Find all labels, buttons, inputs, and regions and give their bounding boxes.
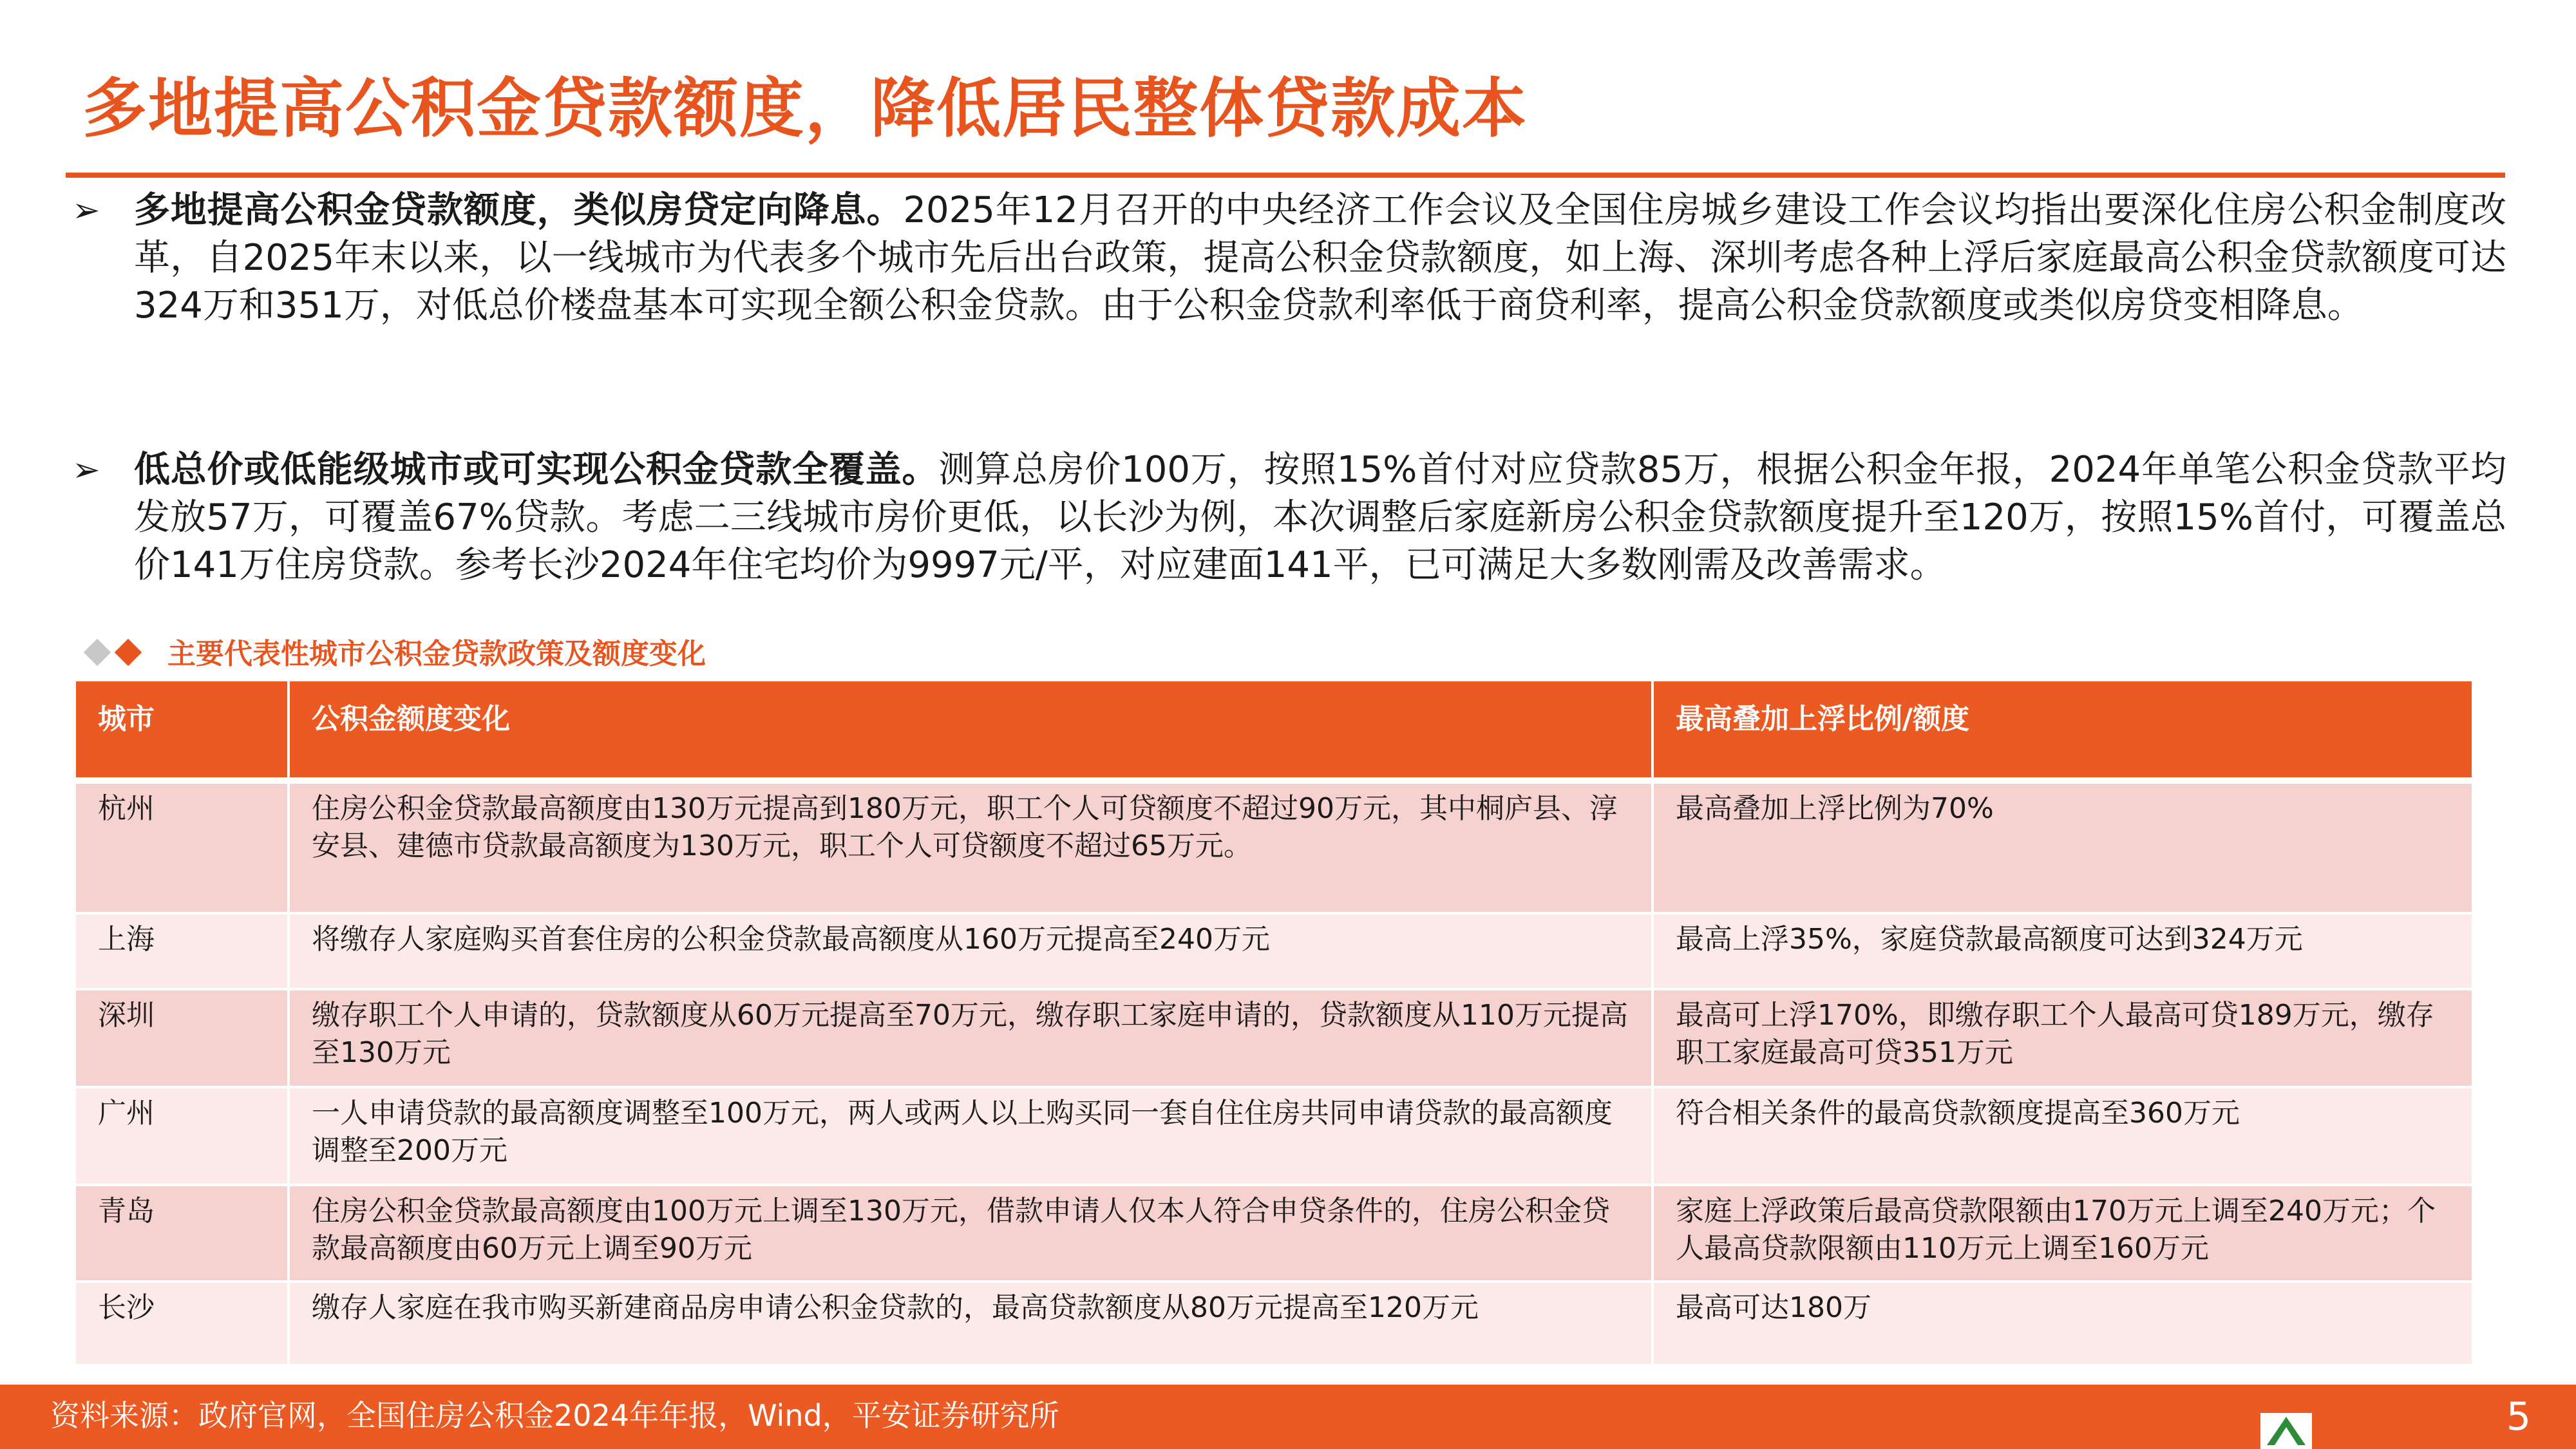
table-row — [75, 1282, 2473, 1365]
bullet-arrow-icon: ➢ — [72, 191, 100, 230]
bullet-2-text — [134, 446, 2506, 589]
cell-change: 一人申请贷款的最高额度调整至100万元，两人或两人以上购买同一套自住住房共同申请贷款的最高额度调整至200万元 — [289, 1087, 1653, 1185]
bullet-2-bold: 低总价或低能级城市或可实现公积金贷款全覆盖。 — [134, 449, 939, 491]
table-row — [75, 1087, 2473, 1185]
cell-max: 家庭上浮政策后最高贷款限额由170万元上调至240万元；个人最高贷款限额由110万元上调至160万元 — [1653, 1185, 2473, 1282]
cell-city: 深圳 — [75, 989, 289, 1087]
cell-city: 上海 — [75, 913, 289, 989]
cell-city: 广州 — [75, 1087, 289, 1185]
bullet-arrow-icon: ➢ — [72, 451, 100, 489]
cell-max: 最高可上浮170%，即缴存职工个人最高可贷189万元，缴存职工家庭最高可贷351万元 — [1653, 989, 2473, 1087]
title-divider — [66, 173, 2505, 178]
cell-change: 住房公积金贷款最高额度由130万元提高到180万元，职工个人可贷额度不超过90万元，其中桐庐县、淳安县、建德市贷款最高额度为130万元，职工个人可贷额度不超过65万元。 — [289, 781, 1653, 913]
table-row — [75, 1185, 2473, 1282]
footer-bar — [0, 1385, 2576, 1449]
page-number: 5 — [2506, 1394, 2531, 1439]
cell-change: 缴存职工个人申请的，贷款额度从60万元提高至70万元，缴存职工家庭申请的，贷款额度从110万元提高至130万元 — [289, 989, 1653, 1087]
bullet-2 — [72, 446, 2506, 589]
policy-table — [73, 679, 2474, 1367]
cell-city: 长沙 — [75, 1282, 289, 1365]
slide-title: 多地提高公积金贷款额度，降低居民整体贷款成本 — [82, 70, 1528, 146]
cell-city: 青岛 — [75, 1185, 289, 1282]
header-change: 公积金额度变化 — [289, 680, 1653, 781]
cell-change: 将缴存人家庭购买首套住房的公积金贷款最高额度从160万元提高至240万元 — [289, 913, 1653, 989]
cell-max: 最高叠加上浮比例为70% — [1653, 781, 2473, 913]
header-max: 最高叠加上浮比例/额度 — [1653, 680, 2473, 781]
table-row — [75, 913, 2473, 989]
table-header-row — [75, 680, 2473, 781]
table-caption-text: 主要代表性城市公积金贷款政策及额度变化 — [167, 638, 706, 670]
cell-max: 最高上浮35%，家庭贷款最高额度可达到324万元 — [1653, 913, 2473, 989]
cell-max: 最高可达180万 — [1653, 1282, 2473, 1365]
cell-change: 缴存人家庭在我市购买新建商品房申请公积金贷款的，最高贷款额度从80万元提高至120万元 — [289, 1282, 1653, 1365]
bullet-1 — [72, 187, 2506, 330]
cell-change: 住房公积金贷款最高额度由100万元上调至130万元，借款申请人仅本人符合申贷条件的，住房公积金贷款最高额度由60万元上调至90万元 — [289, 1185, 1653, 1282]
company-logo-icon — [2260, 1413, 2312, 1449]
bullet-2-body: 测算总房价100万，按照15%首付对应贷款85万，根据公积金年报，2024年单笔公积金贷款平均发放57万，可覆盖67%贷款。考虑二三线城市房价更低，以长沙为例，本次调整后家庭新房公积金贷款额度提升至120万，按照15%首付，可覆盖总价141万住房贷款。参考长沙2024年住宅均价为9997元/平，对应建面141平，已可满足大多数刚需及改善需求。 — [134, 449, 2506, 586]
source-note: 资料来源：政府官网，全国住房公积金2024年年报，Wind，平安证券研究所 — [50, 1398, 1059, 1433]
cell-city: 杭州 — [75, 781, 289, 913]
table-row — [75, 989, 2473, 1087]
table-row — [75, 781, 2473, 913]
diamond-gray-icon — [84, 639, 111, 666]
bullet-1-bold: 多地提高公积金贷款额度，类似房贷定向降息。 — [134, 189, 904, 231]
diamond-orange-icon — [115, 639, 142, 666]
bullet-1-text — [134, 187, 2506, 330]
cell-max: 符合相关条件的最高贷款额度提高至360万元 — [1653, 1087, 2473, 1185]
bullet-1-body: 2025年12月召开的中央经济工作会议及全国住房城乡建设工作会议均指出要深化住房公积金制度改革，自2025年末以来，以一线城市为代表多个城市先后出台政策，提高公积金贷款额度，如上海、深圳考虑各种上浮后家庭最高公积金贷款额度可达324万和351万，对低总价楼盘基本可实现全额公积金贷款。由于公积金贷款利率低于商贷利率，提高公积金贷款额度或类似房贷变相降息。 — [134, 189, 2507, 327]
header-city: 城市 — [75, 680, 289, 781]
